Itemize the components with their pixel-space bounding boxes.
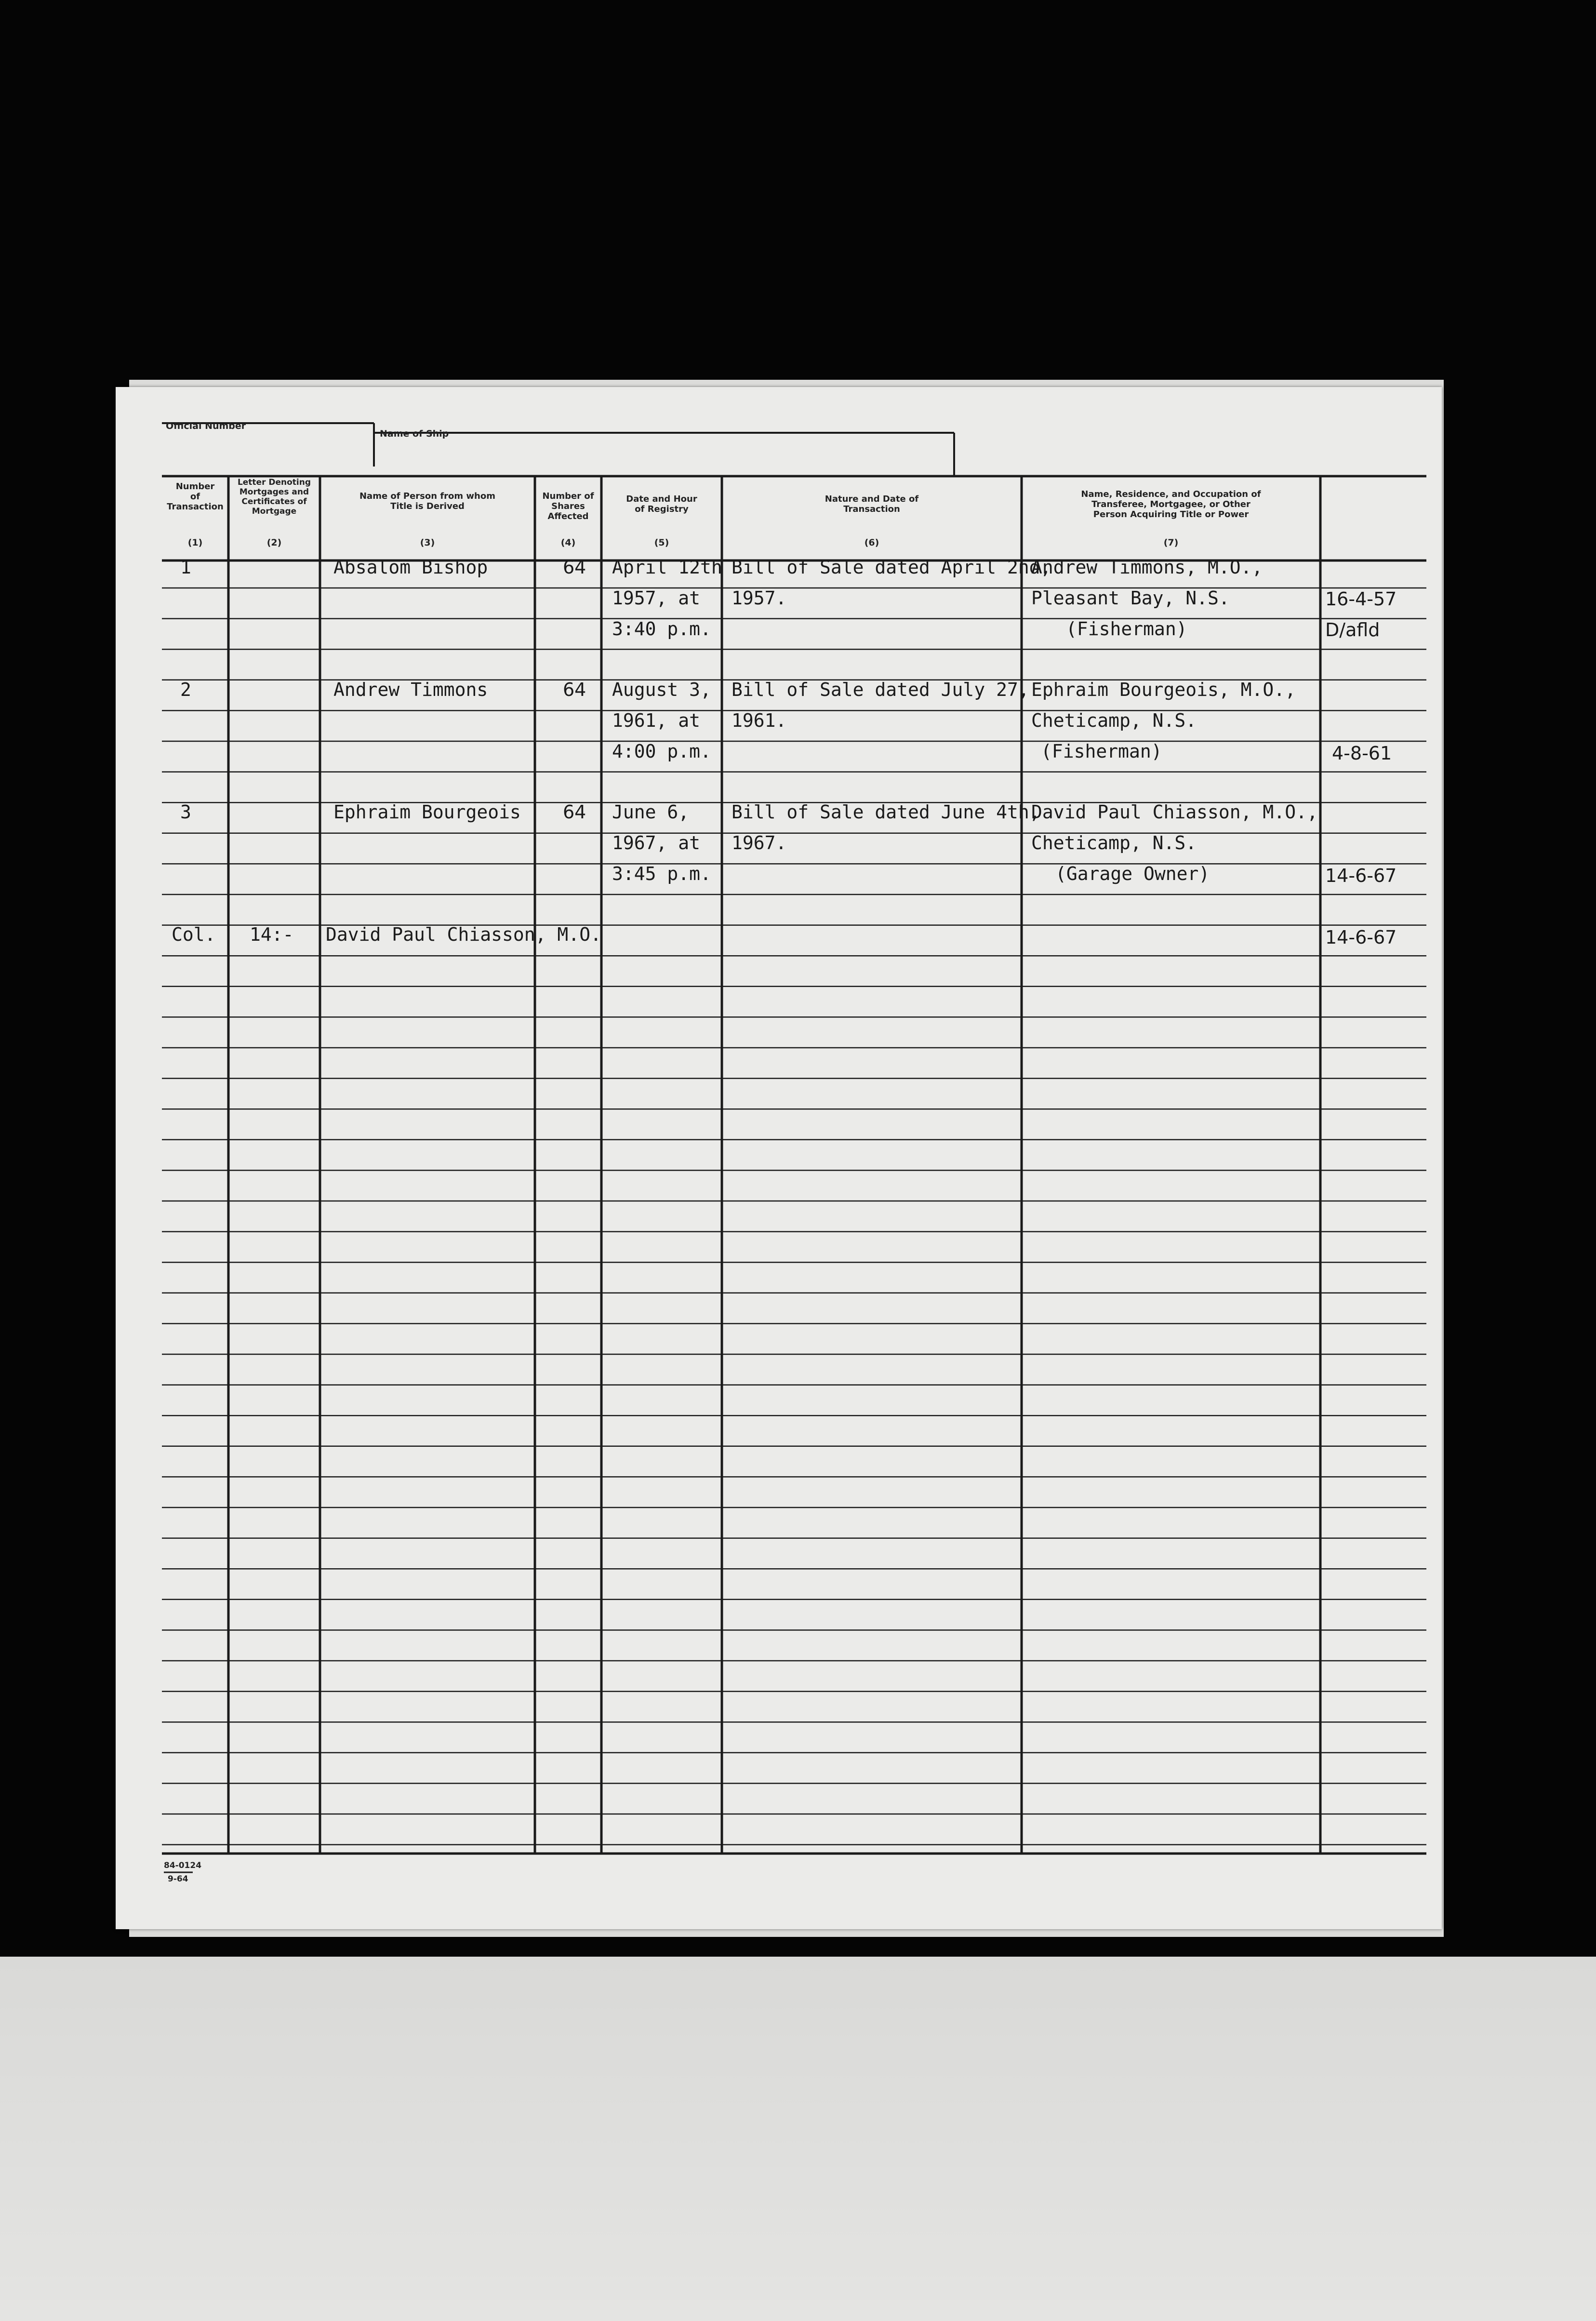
entry-3-transferee-line-1: David Paul Chiasson, M.O., bbox=[1031, 801, 1318, 823]
entry-1-transferee-line-1: Andrew Timmons, M.O., bbox=[1031, 557, 1263, 578]
header-nature-and-date: Nature and Date of Transaction bbox=[825, 494, 919, 514]
entry-2-nature-line-2: 1961. bbox=[732, 710, 787, 731]
entry-3-nature-line-1: Bill of Sale dated June 4th, bbox=[732, 801, 1040, 823]
ship-registry-form bbox=[116, 387, 1442, 1929]
entry-2-registry-line-3: 4:00 p.m. bbox=[612, 741, 711, 762]
entry-3-transferee-line-3: (Garage Owner) bbox=[1055, 863, 1210, 884]
entry-1-registry-line-3: 3:40 p.m. bbox=[612, 618, 711, 640]
entry-3-nature-line-2: 1967. bbox=[732, 832, 787, 854]
form-grid-lines bbox=[116, 387, 1442, 1929]
entry-3-registry-line-3: 3:45 p.m. bbox=[612, 863, 711, 884]
header-transferee: Name, Residence, and Occupation of Transferee, Mortgagee, or Other Person Acquiring Title or Power bbox=[1081, 489, 1261, 520]
entry-2-transferee-line-2: Cheticamp, N.S. bbox=[1031, 710, 1197, 731]
entry-3-registry-line-2: 1967, at bbox=[612, 832, 701, 854]
entry-3-note-1: 14-6-67 bbox=[1325, 865, 1397, 886]
entry-3-registry-line-1: June 6, bbox=[612, 801, 690, 823]
entry-1-shares: 64 bbox=[563, 557, 586, 578]
closing-col-label: Col. bbox=[172, 924, 216, 945]
entry-2-shares: 64 bbox=[563, 679, 586, 700]
entry-1-from-name: Absalom Bishop bbox=[333, 557, 488, 578]
entry-3-transferee-line-2: Cheticamp, N.S. bbox=[1031, 832, 1197, 854]
colnum-6: (6) bbox=[864, 537, 879, 548]
official-number-label: Official Number bbox=[166, 421, 246, 431]
entry-2-note-1: 4-8-61 bbox=[1332, 743, 1392, 764]
colnum-3: (3) bbox=[420, 537, 435, 548]
entry-1-registry-line-1: April 12th bbox=[612, 557, 722, 578]
colnum-4: (4) bbox=[560, 537, 576, 548]
header-name-of-person-from: Name of Person from whom Title is Derived bbox=[359, 491, 495, 511]
form-code: 84-0124 bbox=[164, 1861, 202, 1870]
entry-2-transferee-line-1: Ephraim Bourgeois, M.O., bbox=[1031, 679, 1296, 700]
entry-1-note-2: D/afld bbox=[1325, 619, 1380, 640]
entry-1-transferee-line-3: (Fisherman) bbox=[1066, 618, 1187, 640]
entry-2-registry-line-1: August 3, bbox=[612, 679, 711, 700]
form-date: 9-64 bbox=[168, 1874, 188, 1884]
entry-1-transferee-line-2: Pleasant Bay, N.S. bbox=[1031, 587, 1230, 609]
entry-2-transferee-line-3: (Fisherman) bbox=[1041, 741, 1162, 762]
colnum-5: (5) bbox=[654, 537, 669, 548]
ship-name-label: Name of Ship bbox=[380, 428, 449, 439]
entry-2-nature-line-1: Bill of Sale dated July 27, bbox=[732, 679, 1029, 700]
colnum-2: (2) bbox=[266, 537, 282, 548]
header-letter-denoting-mortgages: Letter Denoting Mortgages and Certificates of Mortgage bbox=[237, 478, 311, 516]
entry-3-number: 3 bbox=[180, 801, 191, 823]
entry-1-nature-line-2: 1957. bbox=[732, 587, 787, 609]
entry-2-registry-line-2: 1961, at bbox=[612, 710, 701, 731]
entry-3-from-name: Ephraim Bourgeois bbox=[333, 801, 521, 823]
header-number-of-transaction: Number of Transaction bbox=[167, 481, 224, 512]
colnum-1: (1) bbox=[187, 537, 203, 548]
entry-1-registry-line-2: 1957, at bbox=[612, 587, 701, 609]
entry-2-number: 2 bbox=[180, 679, 191, 700]
entry-1-nature-line-1: Bill of Sale dated April 2nd, bbox=[732, 557, 1051, 578]
header-date-and-hour: Date and Hour of Registry bbox=[626, 494, 697, 514]
lower-paper-edge bbox=[0, 1957, 1596, 2321]
entry-1-note-1: 16-4-57 bbox=[1325, 588, 1397, 610]
entry-3-shares: 64 bbox=[563, 801, 586, 823]
colnum-7: (7) bbox=[1163, 537, 1179, 548]
header-number-of-shares: Number of Shares Affected bbox=[542, 491, 594, 521]
entry-1-number: 1 bbox=[180, 557, 191, 578]
closing-col-number: 14:- bbox=[250, 924, 294, 945]
entry-2-from-name: Andrew Timmons bbox=[333, 679, 488, 700]
closing-name: David Paul Chiasson, M.O. bbox=[326, 924, 601, 945]
closing-note: 14-6-67 bbox=[1325, 927, 1397, 948]
